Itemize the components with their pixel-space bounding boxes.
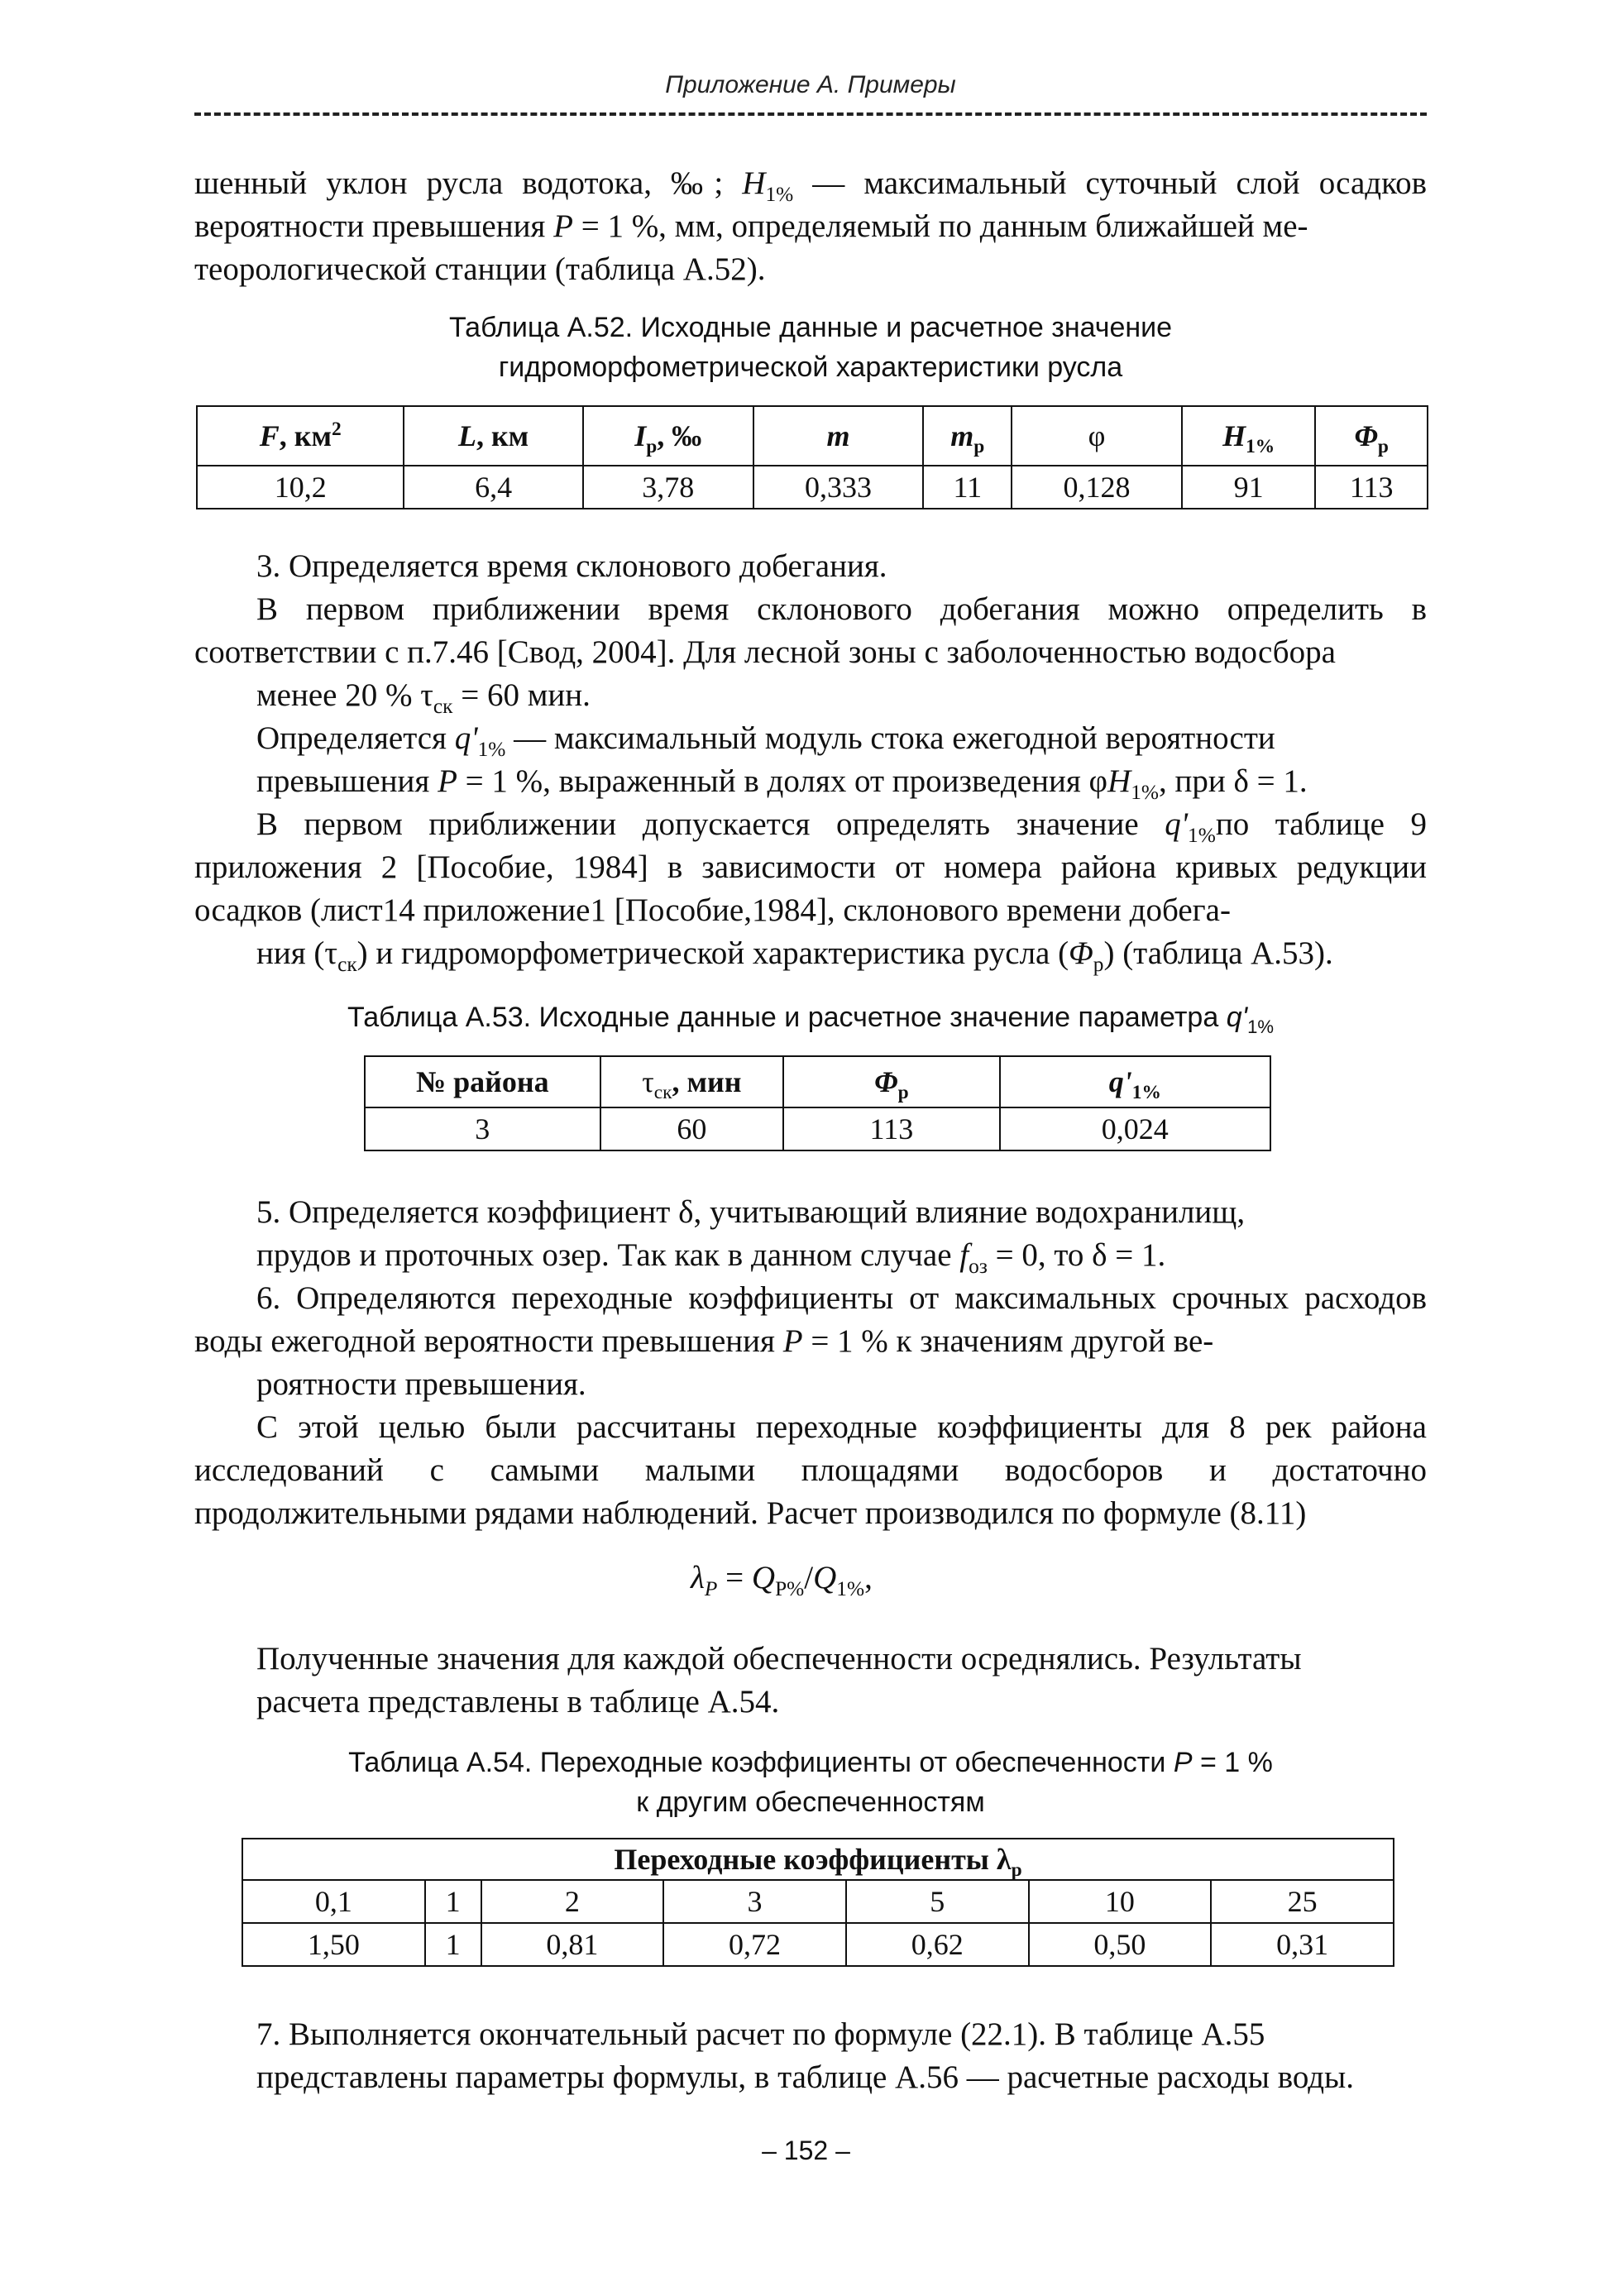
- col-I: $I_р$, ‰: [583, 406, 753, 466]
- table-cell: 113: [783, 1107, 999, 1150]
- section7-paragraph: 7. Выполняется окончательный расчет по формуле (22.1). В таблице А.55 представлены параметры формулы, в таблице А.56 — расчетные расходы воды.: [256, 2016, 1355, 2095]
- col-mp: $m_р$: [923, 406, 1012, 466]
- running-header: Приложение А. Примеры: [665, 71, 956, 98]
- col-phi: φ: [1012, 406, 1182, 466]
- table-cell: 0,72: [663, 1923, 846, 1966]
- page-number: – 152 –: [762, 2136, 850, 2165]
- col-Phi: $\Phi_р$: [1315, 406, 1428, 466]
- table53-header-row: [365, 1056, 1270, 1107]
- table-cell: 1: [425, 1880, 481, 1923]
- table-cell: 2: [481, 1880, 664, 1923]
- table-cell: 0,62: [846, 1923, 1029, 1966]
- table54-header-row: [242, 1839, 1394, 1880]
- table-cell: 0,81: [481, 1923, 664, 1966]
- formula-lambda: $\lambda_P = Q_{P\%}/Q_{1\%}$,: [691, 1560, 873, 1600]
- table-cell: 3: [663, 1880, 846, 1923]
- table-cell: 11: [923, 466, 1012, 509]
- table-cell: 5: [846, 1880, 1029, 1923]
- table-cell: 0,31: [1211, 1923, 1394, 1966]
- col-q: $q'_{1\%}$: [1000, 1056, 1270, 1107]
- header-dashed-rule: [194, 112, 1427, 116]
- table-cell: 0,1: [242, 1880, 425, 1923]
- table-a52: [196, 405, 1428, 509]
- table53-caption: Таблица А.53. Исходные данные и расчетное значение параметра $q'_{1\%}$: [347, 1002, 1275, 1037]
- table-cell: 0,128: [1012, 466, 1182, 509]
- col-F: F, $км^2$: [197, 406, 404, 466]
- results-paragraph: Полученные значения для каждой обеспеченности осреднялись. Результаты расчета представлены в таблице А.54.: [256, 1641, 1302, 1720]
- table-cell: 0,024: [1000, 1107, 1270, 1150]
- table-cell: 0,50: [1029, 1923, 1212, 1966]
- table-a53: [364, 1055, 1271, 1151]
- table-cell: 10: [1029, 1880, 1212, 1923]
- table52-data-row: [197, 466, 1428, 509]
- table-cell: 91: [1182, 466, 1315, 509]
- intro-paragraph: шенный уклон русла водотока, ‰; $H_{1\%}$ — максимальный суточный слой осадков вероятности превышения P = 1 %, мм, определяемый по данным ближайшей ме- теорологической станции (таблица А.52).: [194, 165, 1427, 287]
- table54-coefficient-row: [242, 1923, 1394, 1966]
- section4-paragraph: Определяется $q'_{1\%}$ — максимальный модуль стока ежегодной вероятности превышения P = 1 %, выраженный в долях от произведения $\varphi H_{1\%}$, при δ = 1.: [256, 720, 1308, 804]
- approximation-paragraph: В первом приближении допускается определять значение $q'_{1\%}по$ таблице 9 приложения 2 [Пособие, 1984] в зависимости от номера района кривых редукции осадков (лист14 приложение1 [Пособие,1984], склонового времени добега- ния $(\tau_{ск})$ и гидроморфометрической характеристика русла $(\Phi_р)$ (таблица А.53).: [194, 806, 1428, 976]
- table-cell: 1: [425, 1923, 481, 1966]
- col-Phi: $\Phi_р$: [783, 1056, 999, 1107]
- col-tau: $\tau_{ск}$, мин: [600, 1056, 784, 1107]
- table-cell: 60: [600, 1107, 784, 1150]
- table-cell: 0,333: [753, 466, 924, 509]
- table54-header: Переходные коэффициенты $\lambda_р$: [242, 1839, 1394, 1880]
- col-m: m: [753, 406, 924, 466]
- table-cell: 113: [1315, 466, 1428, 509]
- col-region: № района: [365, 1056, 600, 1107]
- section6-paragraph: 6. Определяются переходные коэффициенты от максимальных срочных расходов воды ежегодной вероятности превышения P = 1 % к значениям другой ве- роятности превышения.: [194, 1280, 1427, 1402]
- section3-paragraph: В первом приближении время склонового добегания можно определить в соответствии с п.7.46 [Свод, 2004]. Для лесной зоны с заболоченностью водосбора менее 20 % $\tau_{ск} = 60$ мин.: [194, 591, 1427, 718]
- table52-header-row: [197, 406, 1428, 466]
- table54-probability-row: [242, 1880, 1394, 1923]
- table54-caption: Таблица А.54. Переходные коэффициенты от обеспеченности P = 1 % к другим обеспеченностям: [348, 1747, 1273, 1818]
- col-H: $H_{1\%}$: [1182, 406, 1315, 466]
- table53-data-row: [365, 1107, 1270, 1150]
- table-cell: 1,50: [242, 1923, 425, 1966]
- table-cell: 25: [1211, 1880, 1394, 1923]
- table-a54: [242, 1838, 1394, 1967]
- col-L: L, км: [404, 406, 582, 466]
- section6-method-paragraph: С этой целью были рассчитаны переходные коэффициенты для 8 рек района исследований с самыми малыми площадями водосборов и достаточно продолжительными рядами наблюдений. Расчет производился по формуле (8.11): [194, 1409, 1427, 1531]
- section3-title: 3. Определяется время склонового добегания.: [256, 548, 887, 584]
- table-cell: 10,2: [197, 466, 404, 509]
- table-cell: 3,78: [583, 466, 753, 509]
- table52-caption: Таблица А.52. Исходные данные и расчетное значение гидроморфометрической характеристики русла: [448, 312, 1173, 383]
- section5-paragraph: 5. Определяется коэффициент δ, учитывающий влияние водохранилищ, прудов и проточных озер. Так как в данном случае $f_{оз} = 0$, то δ = 1.: [256, 1194, 1246, 1278]
- table-cell: 3: [365, 1107, 600, 1150]
- table-cell: 6,4: [404, 466, 582, 509]
